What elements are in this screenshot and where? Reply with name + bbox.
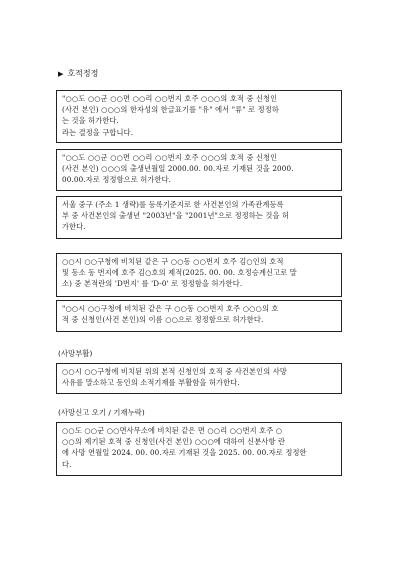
box-line: "○○도 ○○군 ○○면 ○○리 ○○번지 호주 ○○○의 호적 중 신청인 [62,153,278,162]
example-box-4 [56,253,342,297]
box-line: "○○시 ○○구청에 비치된 같은 구 ○○동 ○○번지 호주 ○○○의 호 [62,304,279,313]
box-line: 및 동소 동 번지에 호주 김○호의 제적(2025. 00. 00. 호정승계신고로 말 [62,268,297,278]
example-box-5 [56,300,342,332]
box-line: 적 중 신청인(사건 본인)의 이름 ○○으로 정정함으로 허가한다. [62,315,264,325]
section-heading [58,68,98,80]
box-line: 서울 중구 (주소 1 생략)를 등록기준지로 한 사건본인의 가족관계등록 [62,200,284,209]
box-line: 가한다. [62,222,86,232]
example-box-1 [56,90,342,143]
section-label-death-report: (사망신고 오기 / 기재누락) [58,408,145,417]
heading-label: 호적정정 [67,69,99,78]
example-box-7 [56,422,342,476]
box-line: "○○도 ○○군 ○○면 ○○리 ○○번지 호주 ○○○의 호적 중 신청인 [62,94,278,103]
box-line: 사유를 말소하고 동인의 소적기재를 부활함을 허가한다. [62,378,240,388]
box-line: 부 중 사건본인의 출생년 "2003년"을 "2001년"으로 정정하는 것을 허 [62,211,290,221]
section-label-revival: (사망부활) [58,349,93,358]
box-line: ○○시 ○○구청에 비치된 같은 구 ○○동 ○○번지 호주 김○인의 호적 [62,257,284,266]
triangle-marker-icon: ▶ [58,70,64,78]
example-box-2 [56,149,342,191]
box-line: ○○의 제기된 호적 중 신청인(사건 본인) ○○○에 대하여 신분사항 란 [62,437,286,447]
box-line: 다. [62,459,72,469]
box-line: (사건 본인) ○○○의 한자성의 한글표기를 "유" 에서 "류" 로 정정하 [62,105,279,115]
example-box-3 [56,196,342,239]
box-line: ○○도 ○○군 ○○면사무소에 비치된 같은 면 ○○리 ○○번지 호주 ○ [62,426,283,435]
box-line: 에 사망 연월일 2024. 00. 00.자로 기재된 것을 2025. 00. 00.자로 정정한 [62,448,307,458]
box-tail-line: 라는 결정을 구합니다. [62,127,134,137]
example-box-6 [56,363,342,394]
box-line: (사건 본인) ○○○의 출생년월일 2000.00. 00.자로 기재된 것을 2000. [62,164,294,174]
box-line: 00.00.자로 정정함으로 허가한다. [62,175,172,185]
box-line: 소) 중 본적란의 'D번지' 를 'D-0' 로 정정함을 허가한다. [62,279,243,289]
box-line: 는 것을 허가한다. [62,116,119,126]
box-line: ○○시 ○○구청에 비치된 위의 본적 신청인의 호적 중 사건본인의 사망 [62,367,287,376]
